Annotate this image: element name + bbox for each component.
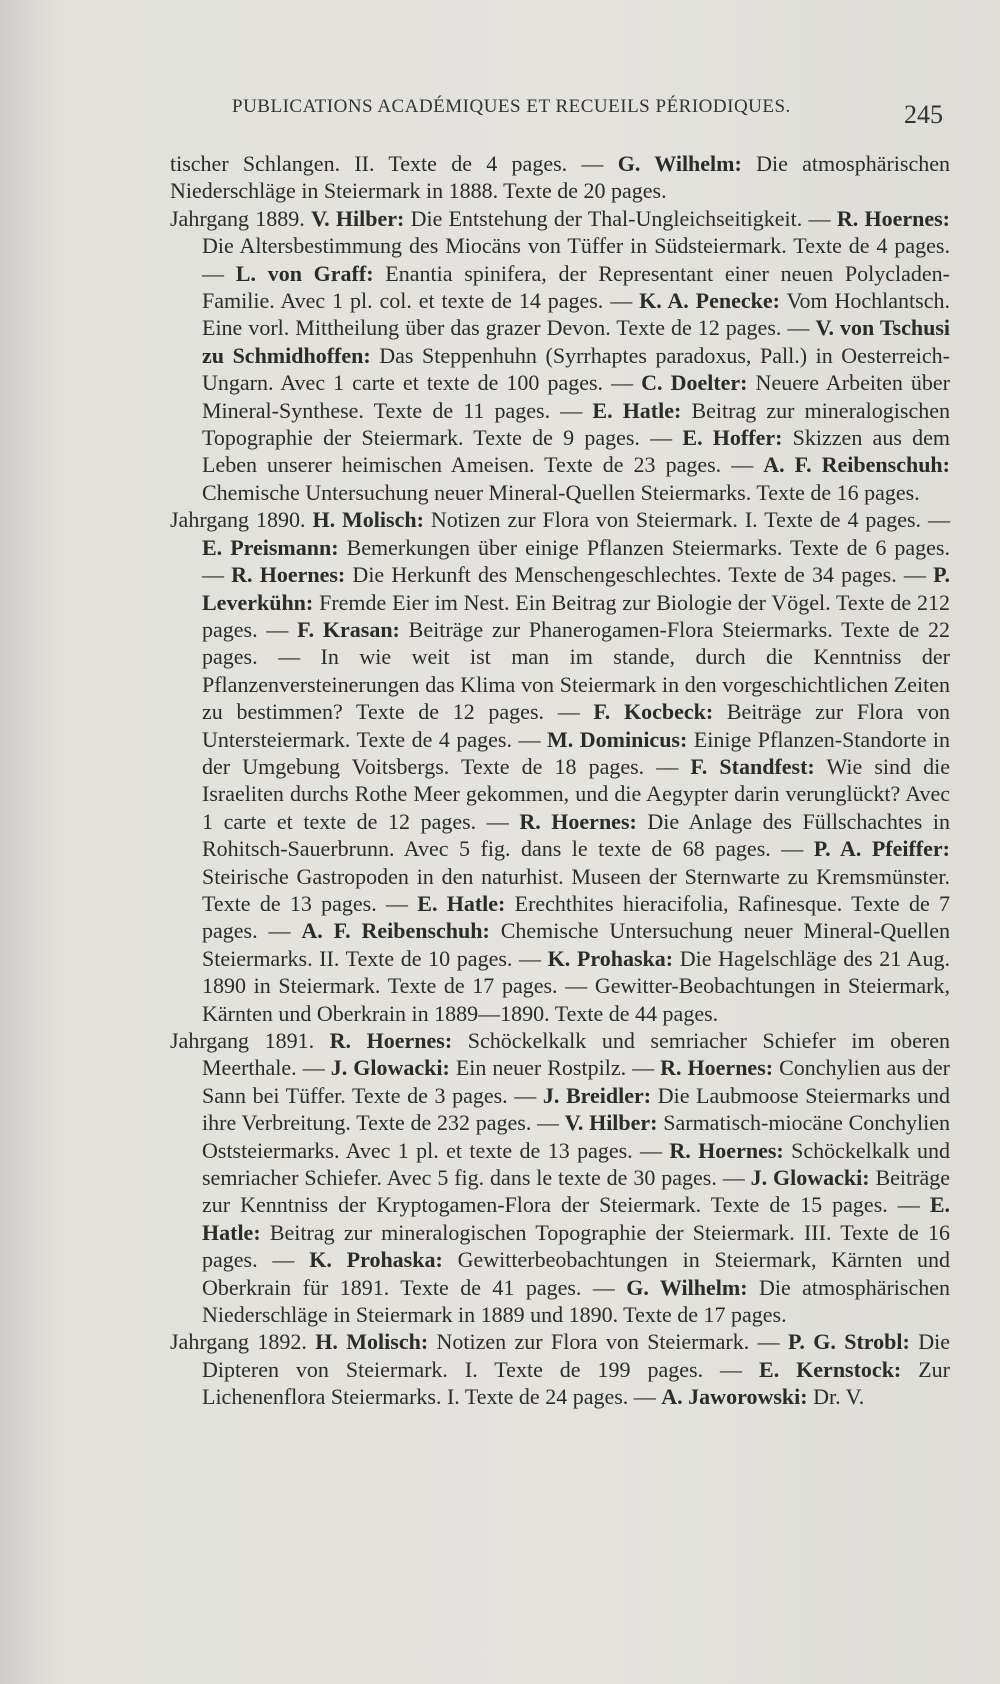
bibliography-paragraph [170, 150, 950, 205]
author-name: K. Prohaska: [547, 945, 674, 971]
entry-text: Chemische Untersuchung neuer Mineral-Quellen Steiermarks. Texte de 16 pages. [202, 479, 920, 505]
entry-text: Die Herkunft des Menschengeschlechtes. Texte de 34 pages. — [345, 562, 934, 588]
author-name: J. Glowacki: [750, 1165, 870, 1191]
bibliography-paragraph [170, 205, 950, 506]
author-name: M. Dominicus: [546, 726, 688, 752]
entry-text: Die Anlage des Füllschachtes in Rohitsch-Sauerbrunn. Avec 5 fig. dans le texte de 68 pages. — [202, 808, 951, 862]
entry-text: Das Steppenhuhn (Syrrhaptes paradoxus, Pall.) in Oesterreich-Ungarn. Avec 1 carte et texte de 100 pages. — [202, 342, 950, 396]
author-name: A. Jaworowski: [661, 1384, 808, 1410]
entry-text: Enantia spinifera, der Representant einer neuen Polycladen-Familie. Avec 1 pl. col. et texte de 14 pages. — [202, 260, 951, 314]
entry-text: Notizen zur Flora von Steiermark. — [428, 1329, 788, 1355]
entry-text: Gewitterbeobachtungen in Steiermark, Kärnten und Oberkrain für 1891. Texte de 41 pages. — [202, 1247, 950, 1300]
author-name: E. Kernstock: [759, 1356, 902, 1382]
author-name: E. Hatle: [592, 397, 682, 423]
entry-text: Beiträge zur Kenntniss der Kryptogamen-Flora der Steiermark. Texte de 15 pages. — [202, 1165, 950, 1218]
author-name: R. Hoernes: [329, 1028, 453, 1053]
author-name: E. Hatle: [417, 890, 506, 916]
author-name: A. F. Reibenschuh: [763, 452, 950, 478]
author-name: R. Hoernes: [519, 808, 637, 834]
author-name: F. Krasan: [297, 616, 400, 642]
entry-text: Schöckelkalk und semriacher Schiefer. Avec 5 fig. dans le texte de 30 pages. — [202, 1137, 950, 1191]
entry-text: Beiträge zur Flora von Untersteiermark. Texte de 4 pages. — [202, 699, 950, 752]
entry-text: Die atmosphärischen Niederschläge in Steiermark in 1889 und 1890. Texte de 17 pages. [202, 1274, 951, 1328]
author-name: P. Leverkühn: [202, 562, 950, 615]
entry-text: Fremde Eier im Nest. Ein Beitrag zur Biologie der Vögel. Texte de 212 pages. — [202, 589, 950, 642]
entry-text: Beitrag zur mineralogischen Topographie der Steiermark. Texte de 9 pages. — [202, 397, 950, 451]
author-name: E. Hatle: [202, 1192, 950, 1245]
entry-text: Notizen zur Flora von Steiermark. I. Texte de 4 pages. — [423, 507, 950, 533]
author-name: G. Wilhelm: [617, 151, 742, 176]
entry-text: Bemerkungen über einige Pflanzen Steiermarks. Texte de 6 pages. — [202, 534, 950, 588]
entry-text: Vom Hochlantsch. Eine vorl. Mittheilung über das grazer Devon. Texte de 12 pages. — [202, 288, 950, 341]
entry-text: Die Hagelschläge des 21 Aug. 1890 in Steiermark. Texte de 17 pages. — Gewitter-Beobachtungen in Steiermark, Kärnten und Oberkrain in 1889—1890. Texte de 44 pages. [202, 945, 951, 1026]
author-name: P. G. Strobl: [787, 1329, 910, 1355]
entry-text: Schöckelkalk und semriacher Schiefer im oberen Meerthale. — [202, 1028, 950, 1081]
author-name: R. Hoernes: [669, 1137, 784, 1163]
entry-text: Sarmatisch-miocäne Conchylien Oststeiermarks. Avec 1 pl. et texte de 13 pages. — [202, 1110, 951, 1163]
author-name: V. von Tschusi zu Schmidhoffen: [202, 315, 950, 368]
author-name: R. Hoernes: [231, 562, 346, 588]
author-name: J. Glowacki: [330, 1055, 450, 1081]
entry-text: Beiträge zur Phanerogamen-Flora Steiermarks. Texte de 22 pages. — In wie weit ist man im stande, durch die Kenntniss der Pflanzenversteinerungen das Klima von Steiermark in den vorgeschichtlichen Zeiten zu bestimmen? Texte de 12 pages. — [202, 616, 951, 725]
year-heading: Jahrgang 1890. [170, 507, 313, 533]
entry-text: Die Altersbestimmung des Miocäns von Tüffer in Südsteiermark. Texte de 4 pages. — [202, 233, 950, 286]
author-name: K. Prohaska: [309, 1247, 443, 1273]
author-name: V. Hilber: [311, 205, 405, 231]
entry-text: Conchylien aus der Sann bei Tüffer. Texte de 3 pages. — [202, 1055, 950, 1108]
year-heading: Jahrgang 1891. [170, 1028, 330, 1053]
entry-text: Die Laubmoose Steiermarks und ihre Verbreitung. Texte de 232 pages. — [202, 1082, 950, 1136]
bibliography-body [170, 150, 950, 1411]
bibliography-paragraph [170, 1027, 950, 1328]
author-name: L. von Graff: [235, 260, 374, 286]
author-name: G. Wilhelm: [626, 1274, 748, 1300]
entry-text: Beitrag zur mineralogischen Topographie der Steiermark. III. Texte de 16 pages. — [202, 1219, 950, 1273]
running-title: PUBLICATIONS ACADÉMIQUES ET RECUEILS PÉRIODIQUES. [232, 96, 791, 117]
bibliography-paragraph [170, 506, 950, 1027]
author-name: A. F. Reibenschuh: [301, 918, 490, 944]
entry-text: Skizzen aus dem Leben unserer heimischen Ameisen. Texte de 23 pages. — [202, 425, 950, 478]
author-name: H. Molisch: [312, 507, 424, 533]
author-name: K. A. Penecke: [639, 288, 780, 314]
entry-text: Die atmosphärischen Niederschläge in Steiermark in 1888. Texte de 20 pages. [170, 151, 951, 204]
author-name: E. Hoffer: [682, 425, 783, 451]
entry-text: tischer Schlangen. II. Texte de 4 pages. — [170, 151, 618, 176]
author-name: P. A. Pfeiffer: [813, 836, 950, 862]
author-name: C. Doelter: [641, 370, 748, 396]
entry-text: Die Entstehung der Thal-Ungleichseitigkeit. — [404, 205, 837, 231]
author-name: V. Hilber: [564, 1110, 658, 1136]
entry-text: Einige Pflanzen-Standorte in der Umgebung Voitsbergs. Texte de 18 pages. — [202, 726, 951, 779]
year-heading: Jahrgang 1892. [170, 1329, 316, 1355]
author-name: R. Hoernes: [836, 205, 950, 231]
year-heading: Jahrgang 1889. [170, 205, 312, 231]
author-name: J. Breidler: [542, 1082, 652, 1108]
entry-text: Dr. V. [807, 1384, 865, 1410]
author-name: H. Molisch: [315, 1329, 429, 1355]
author-name: F. Standfest: [690, 753, 815, 779]
entry-text: Steirische Gastropoden in den naturhist. Museen der Sternwarte zu Kremsmünster. Texte de 13 pages. — [202, 863, 950, 916]
entry-text: Die Dipteren von Steiermark. I. Texte de 199 pages. — [202, 1329, 950, 1382]
entry-text: Zur Lichenenflora Steiermarks. I. Texte de 24 pages. — [202, 1356, 950, 1410]
entry-text: Wie sind die Israeliten durchs Rothe Meer gekommen, und die Aegypter darin verunglückt? Avec 1 carte et texte de 12 pages. — [202, 753, 950, 834]
author-name: F. Kocbeck: [593, 699, 714, 725]
entry-text: Ein neuer Rostpilz. — [449, 1055, 661, 1081]
entry-text: Erechthites hieracifolia, Rafinesque. Texte de 7 pages. — [202, 890, 950, 944]
entry-text: Neuere Arbeiten über Mineral-Synthese. Texte de 11 pages. — [202, 370, 950, 423]
entry-text: Chemische Untersuchung neuer Mineral-Quellen Steiermarks. II. Texte de 10 pages. — [202, 918, 951, 971]
author-name: E. Preismann: [202, 534, 339, 560]
bibliography-paragraph [170, 1328, 950, 1410]
author-name: R. Hoernes: [660, 1055, 774, 1081]
page-number: 245 [904, 100, 943, 129]
